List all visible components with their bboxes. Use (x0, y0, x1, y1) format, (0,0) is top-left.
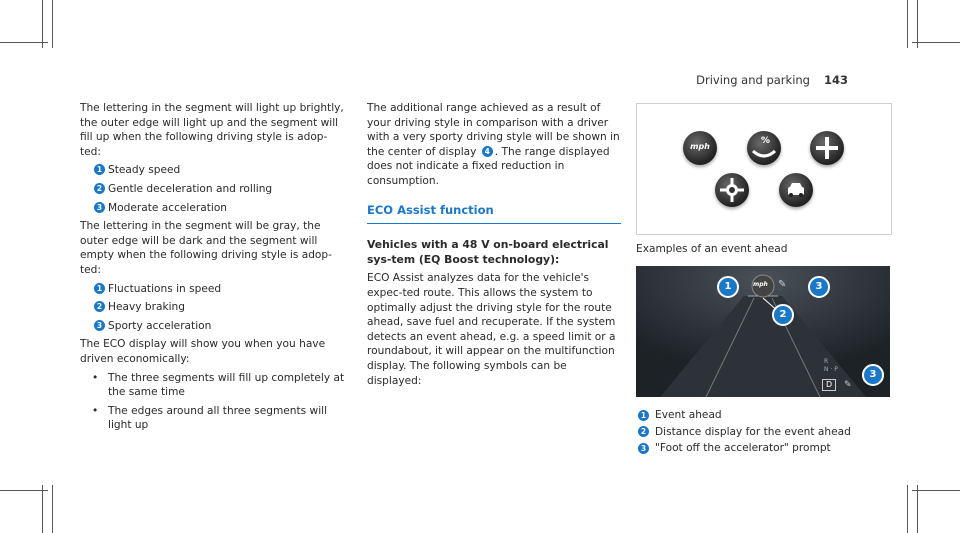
legend-item (636, 424, 851, 441)
text-run: . The range displayed does not indicate a fixed reduction in consumption. (367, 145, 610, 187)
paragraph: The lettering in the segment will be gray, the outer edge will be dark and the segment will empty when the following driving style is adop-ted: (80, 220, 332, 276)
callout-number: 3 (638, 443, 649, 454)
gear-selected: D (822, 379, 836, 391)
icon-text: mph (690, 142, 710, 151)
callout-number: 2 (94, 183, 105, 194)
icon-text: % (761, 136, 771, 146)
page-number: 143 (823, 73, 848, 87)
crop-mark (917, 485, 918, 533)
list-item-text: Gentle deceleration and rolling (108, 182, 273, 195)
column-middle (367, 101, 621, 392)
crop-mark (52, 0, 53, 48)
list-item (80, 182, 348, 197)
list-item-text: Fluctuations in speed (108, 282, 222, 295)
section-title: ECO Assist function (367, 203, 621, 225)
callout-number: 3 (94, 320, 105, 331)
list-item-text: Steady speed (108, 164, 181, 177)
foot-off-icon: ✎ (844, 380, 852, 390)
crop-mark (912, 490, 960, 491)
callout-number: 2 (638, 426, 649, 437)
list-item (80, 163, 348, 178)
callout-number: 2 (94, 301, 105, 312)
list-item (80, 300, 348, 315)
crop-mark (52, 485, 53, 533)
list-item (80, 371, 348, 400)
section-name: Driving and parking (696, 73, 810, 87)
text-run: The additional range achieved as a result of your driving style in comparison with a driver with a very sporty driving style will be shown in the center of display (367, 102, 620, 158)
junction-icon (810, 131, 844, 165)
legend-text: Distance display for the event ahead (655, 425, 851, 438)
paragraph: ECO Assist analyzes data for the vehicle's expec-ted route. This allows the system to optimally adjust the driving style for the route ahead, save fuel and recuperate. If the system detects an event ahead, e.g. a speed limit or a roundabout, it will appear on the multifunction display. The following symbols can be displayed: (367, 272, 616, 387)
legend-text: "Foot off the accelerator" prompt (655, 442, 831, 454)
bullet-icon: • (92, 404, 99, 417)
list-item (80, 404, 348, 433)
legend-text: Event ahead (655, 409, 722, 421)
list-item (80, 319, 348, 334)
bullet-icon: • (92, 371, 99, 384)
callout-number: 3 (808, 276, 830, 298)
callout-number: 2 (772, 304, 794, 326)
paragraph (367, 101, 621, 189)
speed-limit-icon (683, 131, 717, 165)
vehicle-ahead-icon (779, 173, 813, 207)
callout-number: 3 (94, 202, 105, 213)
symbols-figure (636, 103, 892, 235)
column-left (80, 101, 348, 437)
cluster-speed-text: mph (753, 281, 768, 288)
gear-text: R N · P (824, 358, 838, 373)
crop-mark (42, 0, 43, 48)
callout-number: 1 (94, 164, 105, 175)
crop-mark (917, 0, 918, 48)
roundabout-icon (715, 173, 749, 207)
crop-mark (907, 0, 908, 48)
list-item-text: Moderate acceleration (108, 201, 228, 214)
subheading: Vehicles with a 48 V on-board electrical sys-tem (EQ Boost technology): (367, 238, 609, 266)
crop-mark (42, 485, 43, 533)
page-header (696, 73, 848, 87)
crop-mark (907, 485, 908, 533)
paragraph: The lettering in the segment will light up brightly, the outer edge will light up and the segment will fill up when the following driving style is adop-ted: (80, 102, 344, 158)
list-item-text: The three segments will fill up completely at the same time (108, 371, 345, 399)
list-item-text: The edges around all three segments will light up (108, 404, 328, 432)
callout-number: 1 (94, 283, 105, 294)
legend-item (636, 440, 851, 457)
callout-number: 1 (717, 276, 739, 298)
foot-off-icon: ✎ (778, 279, 787, 290)
callout-number: 4 (482, 146, 493, 157)
callout-number: 1 (638, 410, 649, 421)
crop-mark (0, 42, 48, 43)
crop-mark (0, 490, 48, 491)
list-item-text: Sporty acceleration (108, 319, 212, 332)
legend-item (636, 407, 851, 424)
list-item-text: Heavy braking (108, 301, 185, 314)
paragraph: The ECO display will show you when you have driven economically: (80, 338, 326, 365)
figure-caption: Examples of an event ahead (636, 243, 788, 255)
cluster-figure (636, 266, 890, 397)
list-item (80, 282, 348, 297)
gradient-icon (747, 131, 781, 165)
crop-mark (912, 42, 960, 43)
figure-legend (636, 407, 851, 457)
callout-number: 3 (862, 364, 884, 386)
list-item (80, 201, 348, 216)
